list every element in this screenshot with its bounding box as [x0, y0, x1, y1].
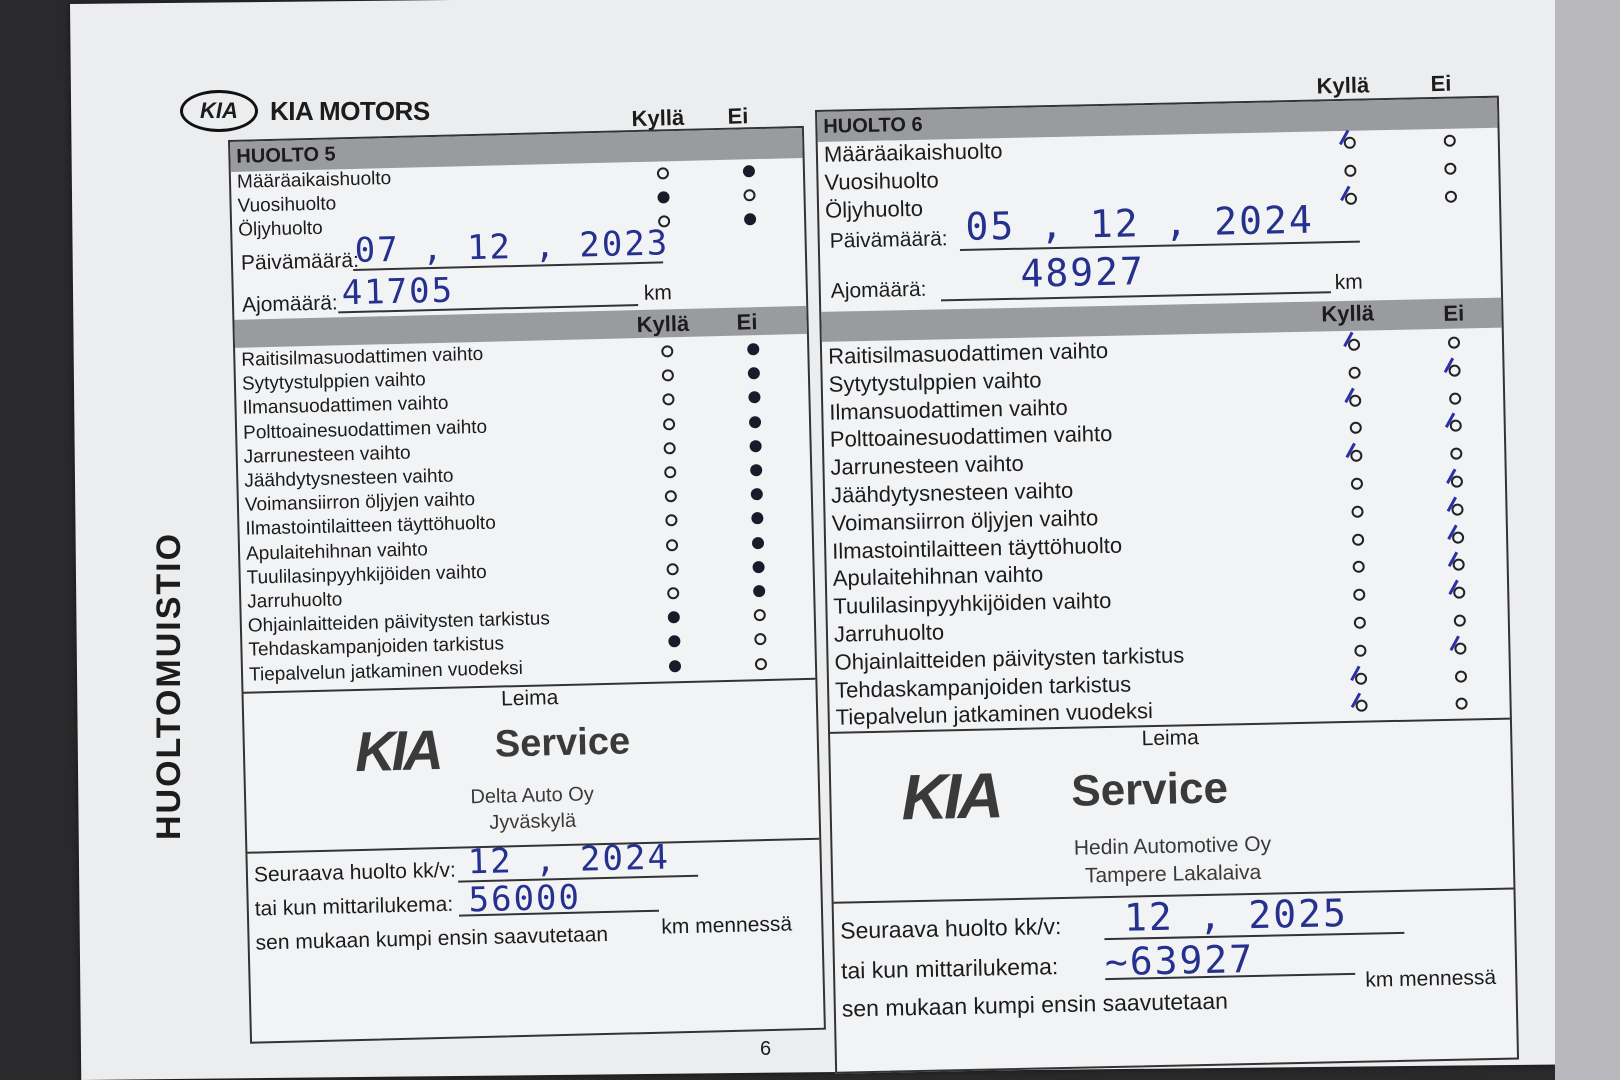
- row-label: Jäähdytysnesteen vaihto: [244, 465, 454, 492]
- no-checkbox[interactable]: [754, 633, 766, 645]
- no-checkbox[interactable]: [750, 464, 762, 476]
- no-column-header: Ei: [1430, 70, 1452, 97]
- stamp-label: Leima: [1141, 726, 1200, 751]
- row-label: Ilmastointilaitteen täyttöhuolto: [831, 532, 1123, 564]
- row-label: Raitisilmasuodattimen vaihto: [827, 337, 1109, 369]
- yes-checkbox[interactable]: [662, 369, 674, 381]
- km-by-label: km mennessä: [1365, 965, 1497, 992]
- dealer-name: Delta Auto Oy: [470, 783, 595, 809]
- no-checkbox[interactable]: [1444, 163, 1456, 175]
- stamp-label: Leima: [500, 686, 559, 711]
- next-date-value: 12 , 2025: [1123, 891, 1349, 940]
- row-label: Jarruhuolto: [833, 619, 945, 647]
- yes-checkbox[interactable]: [665, 490, 677, 502]
- row-label: Sytytystulppien vaihto: [828, 367, 1042, 397]
- yes-checkbox[interactable]: [1345, 193, 1357, 205]
- yes-checkbox[interactable]: [1354, 644, 1366, 656]
- mileage-value: 41705: [341, 270, 455, 314]
- whichever-text: sen mukaan kumpi ensin saavutetaan: [841, 987, 1229, 1022]
- no-checkbox[interactable]: [744, 213, 756, 225]
- no-checkbox[interactable]: [749, 440, 761, 452]
- yes-checkbox[interactable]: [664, 466, 676, 478]
- no-checkbox[interactable]: [1450, 448, 1462, 460]
- yes-checkbox[interactable]: [1355, 700, 1367, 712]
- next-service-label: Seuraava huolto kk/v:: [253, 858, 457, 887]
- no-checkbox[interactable]: [1453, 559, 1465, 571]
- yes-checkbox[interactable]: [1350, 450, 1362, 462]
- mileage-value: 48927: [1020, 249, 1146, 296]
- yes-checkbox[interactable]: [1352, 533, 1364, 545]
- no-checkbox[interactable]: [1451, 503, 1463, 515]
- mileage-label: Ajomäärä:: [241, 291, 339, 317]
- service-word: Service: [494, 720, 631, 766]
- no-checkbox[interactable]: [754, 609, 766, 621]
- row-label: Ilmansuodattimen vaihto: [829, 394, 1069, 425]
- yes-column-header: Kyllä: [631, 104, 685, 132]
- kia-motors-brand: [180, 90, 430, 132]
- row-label: Sytytystulppien vaihto: [241, 369, 426, 395]
- row-label: Apulaitehihnan vaihto: [832, 561, 1044, 592]
- row-label: Polttoainesuodattimen vaihto: [242, 416, 488, 444]
- no-checkbox[interactable]: [1451, 476, 1463, 488]
- yes-checkbox[interactable]: [1349, 394, 1361, 406]
- yes-checkbox[interactable]: [663, 418, 675, 430]
- row-label: Jarruhuolto: [247, 589, 343, 613]
- next-service-label: Seuraava huolto kk/v:: [839, 913, 1062, 944]
- kia-service-logo: KIA: [900, 759, 1001, 834]
- yes-checkbox[interactable]: [667, 587, 679, 599]
- no-checkbox[interactable]: [748, 391, 760, 403]
- km-unit: km: [643, 281, 673, 305]
- yes-checkbox[interactable]: [657, 167, 669, 179]
- yes-checkbox[interactable]: [1353, 589, 1365, 601]
- tasks-yes-header: Kyllä: [1321, 300, 1375, 327]
- no-checkbox[interactable]: [753, 585, 765, 597]
- yes-checkbox[interactable]: [1355, 672, 1367, 684]
- no-checkbox[interactable]: [747, 343, 759, 355]
- mileage-label: Ajomäärä:: [830, 277, 927, 303]
- row-label: Määräaikaishuolto: [823, 138, 1003, 167]
- tasks-yes-header: Kyllä: [636, 310, 690, 338]
- yes-checkbox[interactable]: [669, 660, 681, 672]
- tasks-no-header: Ei: [736, 309, 758, 335]
- yes-checkbox[interactable]: [661, 345, 673, 357]
- tasks-no-header: Ei: [1443, 300, 1465, 326]
- row-label: Tiepalvelun jatkaminen vuodeksi: [835, 698, 1154, 731]
- row-label: Tuulilasinpyyhkijöiden vaihto: [833, 588, 1112, 619]
- no-checkbox[interactable]: [1448, 337, 1460, 349]
- no-checkbox[interactable]: [748, 367, 760, 379]
- row-label: Jarrunesteen vaihto: [830, 450, 1024, 480]
- date-value: 07 , 12 , 2023: [354, 223, 670, 271]
- no-checkbox[interactable]: [1455, 670, 1467, 682]
- row-label: Tiepalvelun jatkaminen vuodeksi: [248, 657, 524, 686]
- row-label: Ohjainlaitteiden päivitysten tarkistus: [834, 642, 1185, 675]
- row-label: Jäähdytysnesteen vaihto: [830, 477, 1074, 508]
- date-value: 05 , 12 , 2024: [965, 197, 1315, 249]
- yes-checkbox[interactable]: [1350, 422, 1362, 434]
- kia-logo-oval: KIA: [180, 90, 258, 132]
- row-label: Tehdaskampanjoiden tarkistus: [834, 671, 1132, 703]
- no-checkbox[interactable]: [752, 561, 764, 573]
- km-unit: km: [1334, 270, 1363, 295]
- yes-checkbox[interactable]: [1344, 137, 1356, 149]
- kia-service-logo: KIA: [354, 718, 441, 784]
- yes-checkbox[interactable]: [668, 635, 680, 647]
- row-label: Voimansiirron öljyjen vaihto: [831, 504, 1099, 536]
- no-checkbox[interactable]: [1454, 642, 1466, 654]
- yes-checkbox[interactable]: [666, 539, 678, 551]
- no-checkbox[interactable]: [1444, 135, 1456, 147]
- next-date-value: 12 , 2024: [467, 837, 671, 883]
- dealer-city: Tampere Lakalaiva: [1084, 860, 1262, 888]
- yes-checkbox[interactable]: [1353, 561, 1365, 573]
- spine-title: HUOLTOMUISTIO: [150, 531, 188, 840]
- row-label: Vuosihuolto: [237, 193, 337, 217]
- card-title: HUOLTO 5: [236, 143, 336, 168]
- row-label: Öljyhuolto: [237, 217, 323, 241]
- date-label: Päivämäärä:: [240, 248, 360, 275]
- no-checkbox[interactable]: [751, 488, 763, 500]
- dealer-name: Hedin Automotive Oy: [1073, 832, 1272, 860]
- yes-checkbox[interactable]: [1348, 339, 1360, 351]
- whichever-text: sen mukaan kumpi ensin saavutetaan: [255, 922, 609, 955]
- row-label: Ilmastointilaitteen täyttöhuolto: [245, 512, 497, 541]
- row-label: Öljyhuolto: [824, 195, 924, 223]
- no-checkbox[interactable]: [1450, 420, 1462, 432]
- row-label: Ilmansuodattimen vaihto: [242, 393, 449, 420]
- date-label: Päivämäärä:: [829, 227, 948, 253]
- meter-label: tai kun mittarilukema:: [840, 953, 1059, 984]
- yes-checkbox[interactable]: [1354, 617, 1366, 629]
- yes-checkbox[interactable]: [1344, 165, 1356, 177]
- no-checkbox[interactable]: [743, 189, 755, 201]
- row-label: Jarrunesteen vaihto: [243, 442, 411, 468]
- no-checkbox[interactable]: [1449, 392, 1461, 404]
- brand-name: KIA MOTORS: [270, 95, 430, 126]
- km-by-label: km mennessä: [661, 912, 793, 939]
- yes-column-header: Kyllä: [1316, 72, 1370, 99]
- yes-checkbox[interactable]: [666, 563, 678, 575]
- no-checkbox[interactable]: [755, 658, 767, 670]
- no-checkbox[interactable]: [743, 165, 755, 177]
- no-column-header: Ei: [727, 103, 749, 129]
- no-checkbox[interactable]: [752, 537, 764, 549]
- row-label: Polttoainesuodattimen vaihto: [829, 421, 1113, 453]
- yes-checkbox[interactable]: [657, 191, 669, 203]
- no-checkbox[interactable]: [1452, 531, 1464, 543]
- no-checkbox[interactable]: [1454, 614, 1466, 626]
- service-word: Service: [1070, 763, 1229, 816]
- row-label: Vuosihuolto: [824, 167, 939, 195]
- yes-checkbox[interactable]: [665, 515, 677, 527]
- yes-checkbox[interactable]: [664, 442, 676, 454]
- row-label: Apulaitehihnan vaihto: [245, 538, 429, 565]
- page-number: 6: [760, 1038, 772, 1060]
- row-label: Tuulilasinpyyhkijöiden vaihto: [246, 561, 488, 589]
- row-label: Ohjainlaitteiden päivitysten tarkistus: [247, 608, 551, 637]
- yes-checkbox[interactable]: [1348, 366, 1360, 378]
- page-edge: [1555, 0, 1620, 1080]
- yes-checkbox[interactable]: [662, 394, 674, 406]
- no-checkbox[interactable]: [749, 416, 761, 428]
- no-checkbox[interactable]: [1445, 191, 1457, 203]
- no-checkbox[interactable]: [1453, 587, 1465, 599]
- service-card-6: [815, 70, 1519, 1074]
- meter-label: tai kun mittarilukema:: [254, 892, 454, 921]
- no-checkbox[interactable]: [1448, 364, 1460, 376]
- no-checkbox[interactable]: [1455, 698, 1467, 710]
- next-km-value: 56000: [468, 877, 582, 921]
- no-checkbox[interactable]: [751, 512, 763, 524]
- yes-checkbox[interactable]: [668, 611, 680, 623]
- row-label: Voimansiirron öljyjen vaihto: [244, 489, 476, 516]
- row-label: Raitisilmasuodattimen vaihto: [241, 343, 484, 371]
- yes-checkbox[interactable]: [1351, 505, 1363, 517]
- next-km-value: ~63927: [1104, 936, 1255, 985]
- row-label: Tehdaskampanjoiden tarkistus: [248, 633, 505, 662]
- yes-checkbox[interactable]: [1351, 478, 1363, 490]
- row-label: Määräaikaishuolto: [236, 168, 392, 193]
- card-title: HUOLTO 6: [823, 113, 923, 138]
- dealer-city: Jyväskylä: [489, 809, 577, 834]
